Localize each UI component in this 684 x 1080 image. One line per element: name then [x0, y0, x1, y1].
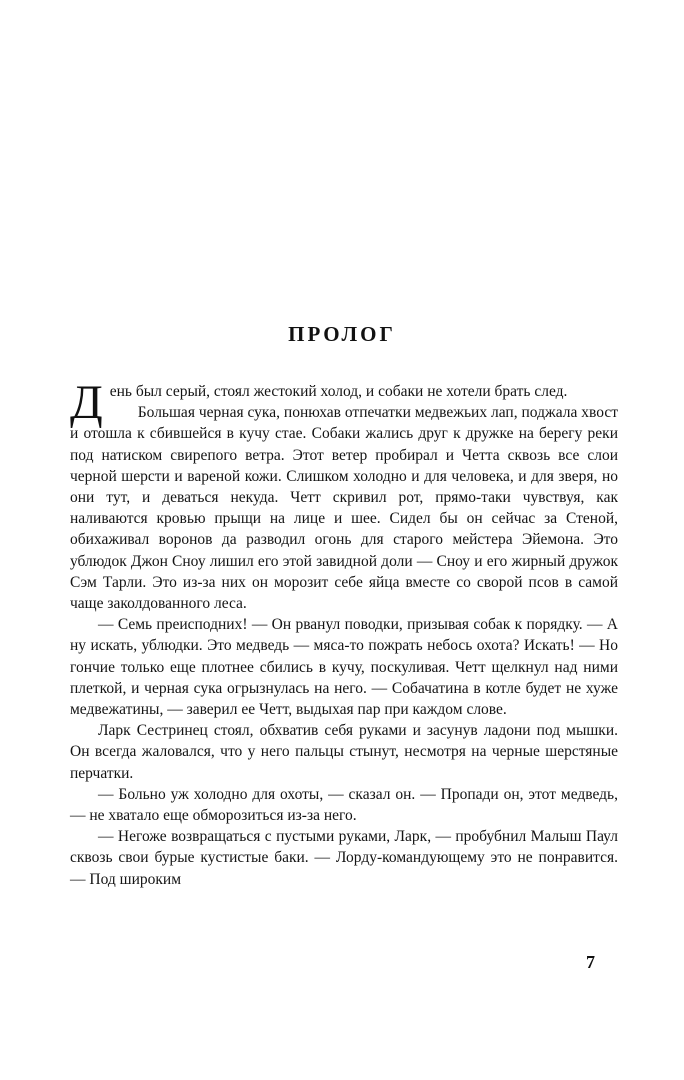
paragraph: — Негоже возвращаться с пустыми руками, Ларк, — пробубнил Малыш Паул сквозь свои бурые кустистые баки. — Лорду-командующему это не понравится. — Под широким: [70, 828, 618, 888]
paragraph: Ларк Сестринец стоял, обхватив себя руками и засунув ладони под мышки. Он всегда жаловался, что у него пальцы стынут, несмотря на черные шерстяные перчатки.: [70, 722, 618, 782]
chapter-title: ПРОЛОГ: [288, 322, 396, 346]
text-block: [70, 376, 618, 890]
paragraph-text: ень был серый, стоял жестокий холод, и собаки не хотели брать след.: [109, 383, 568, 400]
page-number: 7: [586, 952, 595, 972]
drop-cap: Д: [70, 376, 103, 429]
paragraph: — Семь преисподних! — Он рванул поводки, призывая собак к порядку. — А ну искать, ублюдки. Это медведь — мяса-то пожрать небось охота? Искать! — Но гончие только еще плотнее сбились в кучу, поскуливая. Четт щелкнул над ними плеткой, и черная сука огрызнулась на него. — Собачатина в котле будет не хуже медвежатины, — заверил ее Четт, выдыхая пар при каждом слове.: [70, 616, 618, 719]
paragraph: — Больно уж холодно для охоты, — сказал он. — Пропади он, этот медведь, — не хватало еще обморозиться из-за него.: [70, 785, 618, 825]
paragraph-first: [70, 376, 618, 429]
paragraph: Большая черная сука, понюхав отпечатки медвежьих лап, поджала хвост и отошла к сбившейся в кучу стае. Собаки жались друг к дружке на берегу реки под натиском свирепого ветра. Этот ветер пробирал и Четта сквозь все слои черной шерсти и вареной кожи. Слишком холодно и для человека, и для зверя, но они тут, и деваться некуда. Четт скривил рот, прямо-таки чувствуя, как наливаются кровью прыщи на лице и шее. Сидел бы он сейчас за Стеной, обихаживал воронов да разводил огонь для старого мейстера Эйемона. Это ублюдок Джон Сноу лишил его этой завидной доли — Сноу и его жирный дружок Сэм Тарли. Это из-за них он морозит себе яйца вместе со сворой псов в самой чаще заколдованного леса.: [70, 404, 618, 613]
